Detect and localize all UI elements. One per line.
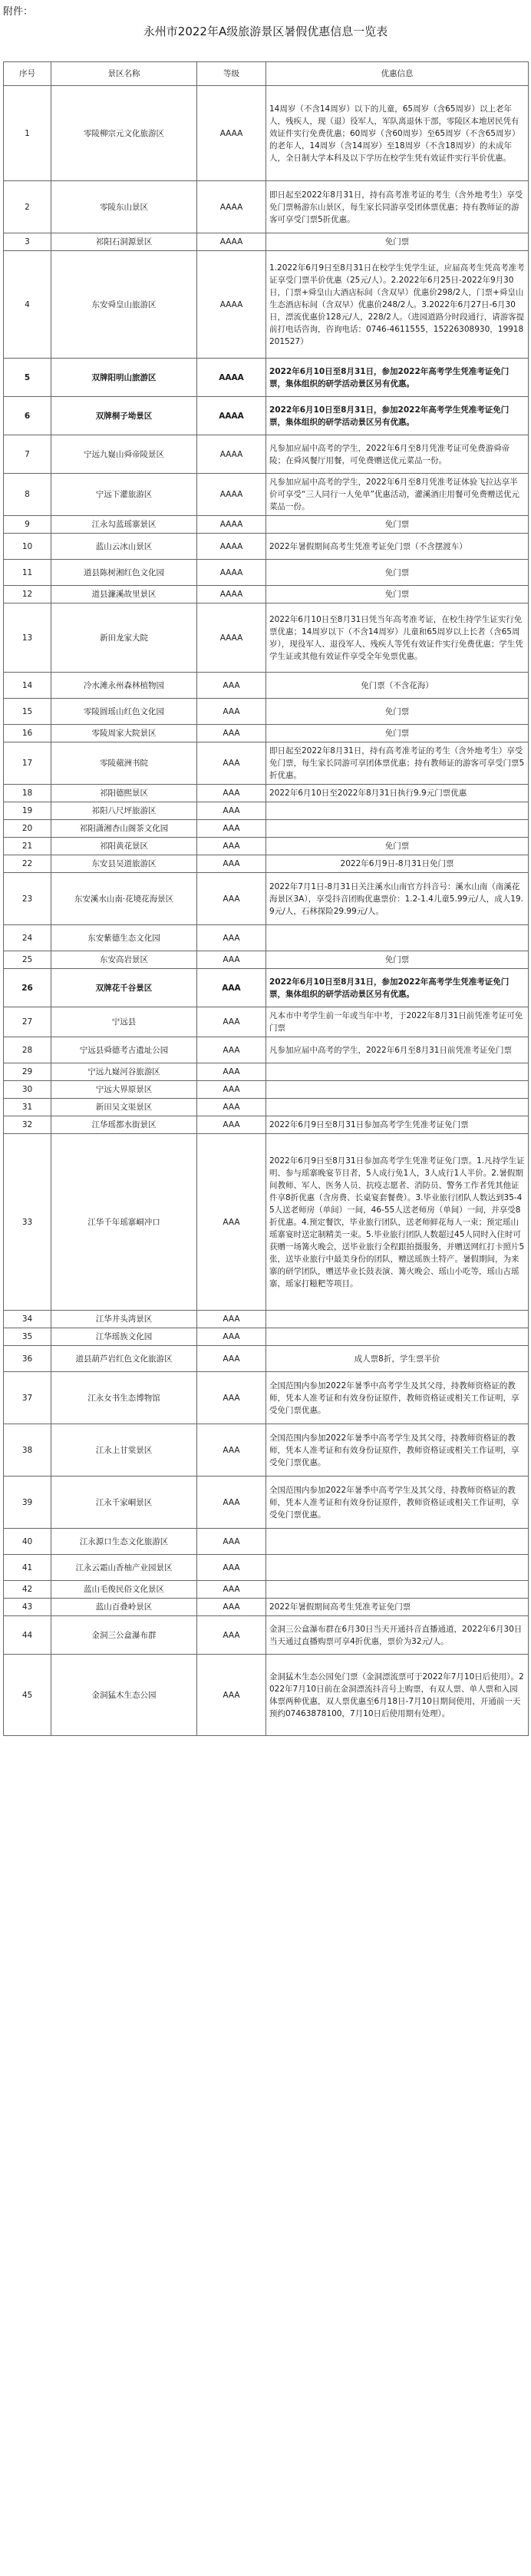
discount-info: 即日起至2022年8月31日，持有高考准考证的考生（含外地考生）享受免门票畅游东山景区，每生家长同游享受团体票优惠；持有教师证的游客可享受门票5折优惠。	[266, 181, 529, 233]
scenic-area-level: AAAA	[197, 474, 266, 516]
scenic-area-name: 冷水滩永州森林植物园	[51, 673, 197, 699]
header-level: 等级	[197, 62, 266, 86]
row-number: 30	[4, 1081, 51, 1099]
discount-info: 凡参加应届中高考的学生，2022年6月至8月凭准考证可免费游舜帝陵；在舜风餐厅用餐，可免费赠送优元菜品一份。	[266, 435, 529, 474]
row-number: 5	[4, 359, 51, 397]
row-number: 32	[4, 1116, 51, 1134]
table-row	[4, 1599, 529, 1616]
table-row	[4, 838, 529, 855]
scenic-area-name: 东安溪水山南·花境花海景区	[51, 873, 197, 925]
discount-info: 免门票	[266, 725, 529, 742]
discount-info	[266, 1328, 529, 1346]
table-row	[4, 586, 529, 603]
scenic-area-level: AAA	[197, 1037, 266, 1063]
discount-info: 1.2022年6月9日至8月31日在校学生凭学生证，应届高考生凭高考准考证享受门票半价优惠（25元/人）。2.2022年6月25日-2022年9月30日，门票+舜皇山大酒店标间（含双早）优惠价298/2人，门票+舜皇山生态酒店标间（含双早）优惠价248/2人。3.2022年6月27日-6月30日，漂流优惠价128元/人，228/2人。（进园道路分时段通行，请游客提前打电话咨询，咨询电话：0746-4611555，15226308930，19918201527）	[266, 251, 529, 359]
discount-info	[266, 820, 529, 838]
discount-info: 凡参加应届中高考的学生，2022年6月至8月凭准考证体验飞拉达享半价可享受“三人同行一人免单”优惠活动，灌溪酒庄用餐可免费赠送优元菜品一份。	[266, 474, 529, 516]
scenic-area-level: AAA	[197, 1424, 266, 1476]
scenic-area-level: AAA	[197, 699, 266, 725]
table-row	[4, 785, 529, 802]
discount-info: 免门票（不含花海）	[266, 673, 529, 699]
scenic-area-level: AAAA	[197, 397, 266, 435]
row-number: 9	[4, 516, 51, 534]
scenic-area-level: AAA	[197, 1372, 266, 1424]
table-row	[4, 951, 529, 969]
scenic-area-name: 东安紫德生态文化园	[51, 925, 197, 951]
table-row	[4, 233, 529, 251]
table-row	[4, 925, 529, 951]
scenic-area-name: 江华瑶族文化园	[51, 1328, 197, 1346]
row-number: 3	[4, 233, 51, 251]
discount-info: 全国范围内参加2022年暑季中高考学生及其父母，持教师资格证的教师，凭本人准考证和有效身份证原件，教师资格证或相关工作证明，享受免门票优惠。	[266, 1476, 529, 1529]
discount-info: 免门票	[266, 586, 529, 603]
discount-info: 2022年6月9日至8月31日参加高考学生凭准考证免门票。1.凡持学生证明、参与瑶寨晚宴节目者，5人成行免1人，3人成行1人半价。2.暑假期间教师、军人、医务人员、抗疫志愿者、消防员、警务工作者凭其他证件享8折优惠（含房费、长桌宴套餐费）。3.毕业旅行团队人数达到35-45人送老师房（单间）一间，46-55人送老师房（单间）一间，并享受8折优惠。4.预定餐饮，毕业旅行团队，送老师鲜花每人一束；预定瑶山瑶寨宴时送定制精美一束。5.毕业旅行团队人数超过45人同时入住时可获赠一场篝火晚会，送毕业旅行全程跟拍摄服务，并赠送网红打卡照片5张，送毕业旅行中最美身份的团队，赠送瑶族土特产。暑假期间，为来寨的研学团队，赠送毕业长鼓表演、篝火晚会、瑶山小吃等，瑶山古瑶寨，瑶家打糍粑等项目。	[266, 1134, 529, 1311]
scenic-area-level: AAA	[197, 1599, 266, 1616]
header-number: 序号	[4, 62, 51, 86]
row-number: 12	[4, 586, 51, 603]
row-number: 42	[4, 1581, 51, 1599]
discount-info	[266, 1099, 529, 1116]
scenic-area-level: AAA	[197, 951, 266, 969]
row-number: 4	[4, 251, 51, 359]
scenic-area-name: 江永千家峒景区	[51, 1476, 197, 1529]
discount-info: 免门票	[266, 699, 529, 725]
scenic-area-name: 江永勾蓝瑶寨景区	[51, 516, 197, 534]
discount-info: 免门票	[266, 560, 529, 586]
scenic-area-level: AAA	[197, 742, 266, 785]
scenic-area-name: 蓝山百叠岭景区	[51, 1599, 197, 1616]
discount-info: 2022年6月10日至2022年8月31日执行9.9元门票优惠	[266, 785, 529, 802]
scenic-area-level: AAA	[197, 1655, 266, 1736]
scenic-area-level: AAAA	[197, 251, 266, 359]
row-number: 10	[4, 534, 51, 560]
row-number: 26	[4, 969, 51, 1007]
row-number: 11	[4, 560, 51, 586]
scenic-area-name: 宁远九嶷山舜帝陵景区	[51, 435, 197, 474]
table-row	[4, 873, 529, 925]
table-row	[4, 820, 529, 838]
scenic-area-level: AAAA	[197, 516, 266, 534]
discount-info: 2022年6月9日至8月31日参加高考学生凭准考证免门票	[266, 1116, 529, 1134]
discount-info: 免门票	[266, 516, 529, 534]
row-number: 27	[4, 1007, 51, 1037]
discount-info	[266, 1081, 529, 1099]
scenic-area-level: AAAA	[197, 86, 266, 181]
row-number: 37	[4, 1372, 51, 1424]
table-row	[4, 1346, 529, 1372]
scenic-area-name: 宁远县舜德考古遗址公园	[51, 1037, 197, 1063]
scenic-area-level: AAAA	[197, 233, 266, 251]
table-row	[4, 725, 529, 742]
scenic-area-level: AAA	[197, 1081, 266, 1099]
table-row	[4, 1328, 529, 1346]
scenic-area-level: AAAA	[197, 586, 266, 603]
row-number: 35	[4, 1328, 51, 1346]
table-row	[4, 516, 529, 534]
discount-info: 2022年暑假期间高考生凭准考证免门票（不含摆渡车）	[266, 534, 529, 560]
scenic-area-level: AAAA	[197, 181, 266, 233]
table-row	[4, 251, 529, 359]
scenic-area-name: 新田吴文渠景区	[51, 1099, 197, 1116]
scenic-area-name: 道县濂溪故里景区	[51, 586, 197, 603]
scenic-area-name: 祁阳八尺坪旅游区	[51, 802, 197, 820]
table-row	[4, 1655, 529, 1736]
discount-info: 金洞猛木生态公园免门票（金洞漂流票可于2022年7月10日后使用）。2022年7月10日前在金洞漂流抖音号上购票，有双人票、单人票和入园体票两种优惠，双人票优惠至6月18日-7月10日期间使用，开通前一天预约07463878100，7月10日后使用期有处理）。	[266, 1655, 529, 1736]
scenic-area-level: AAA	[197, 1134, 266, 1311]
row-number: 16	[4, 725, 51, 742]
scenic-area-name: 江永源口生态文化旅游区	[51, 1529, 197, 1555]
row-number: 29	[4, 1063, 51, 1081]
table-body	[4, 86, 529, 1736]
scenic-area-name: 双牌阳明山旅游区	[51, 359, 197, 397]
row-number: 2	[4, 181, 51, 233]
discount-info: 14周岁（不含14周岁）以下的儿童，65周岁（含65周岁）以上老年人，残疾人，现（退）役军人，军队离退休干部，零陵区本地居民凭有效证件实行免费优惠；60周岁（含60周岁）至65周岁（不含65周岁）的老年人，14周岁（含14周岁）至18周岁（不含18周岁）的未成年人，全日制大学本科及以下学历在校学生凭有效证件实行半价优惠。	[266, 86, 529, 181]
scenic-area-name: 祁阳黄花景区	[51, 838, 197, 855]
discount-info: 金洞三公盒瀑布群在6月30日当天开通抖音直播通道，2022年6月30日当天通过直播购票可享4折优惠，票价为32元/人。	[266, 1616, 529, 1655]
scenic-area-level: AAA	[197, 673, 266, 699]
table-row	[4, 1555, 529, 1581]
table-row	[4, 86, 529, 181]
row-number: 21	[4, 838, 51, 855]
scenic-area-name: 宁远县	[51, 1007, 197, 1037]
scenic-area-name: 东安舜皇山旅游区	[51, 251, 197, 359]
document-title: 永州市2022年A级旅游景区暑假优惠信息一览表	[143, 25, 388, 38]
row-number: 8	[4, 474, 51, 516]
row-number: 39	[4, 1476, 51, 1529]
scenic-area-name: 金洞猛木生态公园	[51, 1655, 197, 1736]
row-number: 36	[4, 1346, 51, 1372]
discount-info: 2022年6月10日至8月31日，参加2022年高考学生凭准考证免门票，集体组织的研学活动景区另有优惠。	[266, 969, 529, 1007]
scenic-area-name: 零陵柳宗元文化旅游区	[51, 86, 197, 181]
scenic-area-name: 新田龙家大院	[51, 603, 197, 673]
scenic-area-name: 东安高岩景区	[51, 951, 197, 969]
scenic-area-name: 零陵东山景区	[51, 181, 197, 233]
row-number: 33	[4, 1134, 51, 1311]
table-row	[4, 1581, 529, 1599]
table-row	[4, 181, 529, 233]
scenic-area-name: 双牌花千谷景区	[51, 969, 197, 1007]
scenic-area-level: AAAA	[197, 603, 266, 673]
table-row	[4, 1616, 529, 1655]
discount-info: 免门票	[266, 233, 529, 251]
discount-info: 免门票	[266, 838, 529, 855]
scenic-area-level: AAA	[197, 1346, 266, 1372]
table-row	[4, 1529, 529, 1555]
discount-info: 2022年7月1日-8月31日关注溪水山南官方抖音号：溪水山南（南溪花海景区3A），享受抖音团购优惠票价：1.2-1.4儿童5.99元/人，成人19.9元/人，石林探险29.99元/人。	[266, 873, 529, 925]
discount-info: 2022年6月10日至8月31日凭当年高考准考证，在校生持学生证实行免票优惠；14周岁以下（不含14周岁）儿童和65周岁以上长者（含65周岁），现役军人、退役军人、残疾人等凭有效证件实行免费优惠；学生凭学生证或其他有效证件享受全年免票优惠。	[266, 603, 529, 673]
table-row	[4, 1311, 529, 1328]
scenic-area-level: AAA	[197, 1555, 266, 1581]
scenic-area-level: AAA	[197, 873, 266, 925]
scenic-area-level: AAA	[197, 1581, 266, 1599]
table-row	[4, 1134, 529, 1311]
scenic-area-level: AAA	[197, 1476, 266, 1529]
table-row	[4, 397, 529, 435]
discount-info	[266, 1529, 529, 1555]
table-header-row	[4, 62, 529, 86]
table-row	[4, 1063, 529, 1081]
discount-info: 2022年暑假期间高考生凭准考证免门票	[266, 1599, 529, 1616]
table-row	[4, 1007, 529, 1037]
row-number: 44	[4, 1616, 51, 1655]
scenic-area-level: AAA	[197, 855, 266, 873]
scenic-area-level: AAA	[197, 1616, 266, 1655]
row-number: 34	[4, 1311, 51, 1328]
discount-info: 成人票8折，学生票半价	[266, 1346, 529, 1372]
row-number: 45	[4, 1655, 51, 1736]
row-number: 7	[4, 435, 51, 474]
discount-info	[266, 802, 529, 820]
scenic-area-level: AAA	[197, 725, 266, 742]
table-row	[4, 474, 529, 516]
discount-info: 凡本市中考学生前一年或当年中考，于2022年8月31日前凭准考证可免门票	[266, 1007, 529, 1037]
header-scenic-name: 景区名称	[51, 62, 197, 86]
attachment-label: 附件：	[3, 6, 34, 18]
row-number: 25	[4, 951, 51, 969]
row-number: 15	[4, 699, 51, 725]
scenic-area-name: 零陵蘋洲书院	[51, 742, 197, 785]
discount-info	[266, 1063, 529, 1081]
row-number: 23	[4, 873, 51, 925]
scenic-area-level: AAA	[197, 820, 266, 838]
scenic-area-name: 东安县吴道旅游区	[51, 855, 197, 873]
scenic-area-name: 双牌桐子坳景区	[51, 397, 197, 435]
table-row	[4, 1476, 529, 1529]
table-row	[4, 742, 529, 785]
scenic-area-name: 祁阳潇湘杏山阁茶文化园	[51, 820, 197, 838]
table-row	[4, 534, 529, 560]
table-row	[4, 359, 529, 397]
row-number: 28	[4, 1037, 51, 1063]
scenic-area-name: 江永女书生态博物馆	[51, 1372, 197, 1424]
scenic-area-level: AAAA	[197, 359, 266, 397]
scenic-area-level: AAA	[197, 1116, 266, 1134]
row-number: 20	[4, 820, 51, 838]
scenic-area-name: 蓝山云冰山景区	[51, 534, 197, 560]
scenic-area-name: 道县陈树湘红色文化园	[51, 560, 197, 586]
discount-info	[266, 925, 529, 951]
table-row	[4, 969, 529, 1007]
scenic-area-name: 蓝山毛俊民俗文化景区	[51, 1581, 197, 1599]
scenic-area-level: AAA	[197, 969, 266, 1007]
discount-info	[266, 1311, 529, 1328]
discount-info: 2022年6月10日至8月31日，参加2022年高考学生凭准考证免门票，集体组织的研学活动景区另有优惠。	[266, 397, 529, 435]
scenic-area-name: 宁远下灌旅游区	[51, 474, 197, 516]
table-row	[4, 603, 529, 673]
scenic-area-level: AAA	[197, 802, 266, 820]
row-number: 1	[4, 86, 51, 181]
discount-info: 即日起至2022年8月31日，持有高考准考证的考生（含外地考生）享受免门票，每生家长同游可享团体票优惠；持有教师证的游客可享受门票5折优惠。	[266, 742, 529, 785]
table-row	[4, 1372, 529, 1424]
scenic-area-name: 祁阳石洞源景区	[51, 233, 197, 251]
table-row	[4, 855, 529, 873]
scenic-area-level: AAAA	[197, 560, 266, 586]
row-number: 17	[4, 742, 51, 785]
table-row	[4, 435, 529, 474]
scenic-area-name: 江永云霜山香柚产业园景区	[51, 1555, 197, 1581]
row-number: 14	[4, 673, 51, 699]
table-row	[4, 699, 529, 725]
scenic-area-level: AAAA	[197, 534, 266, 560]
table-row	[4, 1424, 529, 1476]
table-row	[4, 673, 529, 699]
discount-info: 全国范围内参加2022年暑季中高考学生及其父母，持教师资格证的教师，凭本人准考证和有效身份证原件，教师资格证或相关工作证明，享受免门票优惠。	[266, 1372, 529, 1424]
scenic-area-name: 江华瑶都水街景区	[51, 1116, 197, 1134]
scenic-area-level: AAA	[197, 1007, 266, 1037]
table-row	[4, 802, 529, 820]
discount-info	[266, 1555, 529, 1581]
table-row	[4, 1037, 529, 1063]
scenic-area-level: AAA	[197, 1328, 266, 1346]
discount-info	[266, 1581, 529, 1599]
scenic-area-level: AAA	[197, 925, 266, 951]
discount-info: 2022年6月9日-8月31日免门票	[266, 855, 529, 873]
row-number: 19	[4, 802, 51, 820]
scenic-area-level: AAA	[197, 1099, 266, 1116]
row-number: 18	[4, 785, 51, 802]
scenic-area-level: AAA	[197, 785, 266, 802]
table-row	[4, 560, 529, 586]
scenic-area-name: 江华井头湾景区	[51, 1311, 197, 1328]
header-discount-info: 优惠信息	[266, 62, 529, 86]
row-number: 43	[4, 1599, 51, 1616]
scenic-area-name: 宁远九嶷河谷旅游区	[51, 1063, 197, 1081]
discount-table	[3, 61, 529, 1736]
row-number: 41	[4, 1555, 51, 1581]
scenic-area-name: 江华千年瑶寨峒冲口	[51, 1134, 197, 1311]
row-number: 38	[4, 1424, 51, 1476]
discount-info: 2022年6月10日至8月31日，参加2022年高考学生凭准考证免门票，集体组织的研学活动景区另有优惠。	[266, 359, 529, 397]
table-row	[4, 1099, 529, 1116]
row-number: 22	[4, 855, 51, 873]
scenic-area-name: 零陵周家大院景区	[51, 725, 197, 742]
discount-info: 全国范围内参加2022年暑季中高考学生及其父母，持教师资格证的教师，凭本人准考证和有效身份证原件，教师资格证或相关工作证明，享受免门票优惠。	[266, 1424, 529, 1476]
row-number: 40	[4, 1529, 51, 1555]
scenic-area-level: AAA	[197, 1529, 266, 1555]
scenic-area-level: AAA	[197, 1063, 266, 1081]
table-row	[4, 1116, 529, 1134]
scenic-area-level: AAAA	[197, 435, 266, 474]
table-row	[4, 1081, 529, 1099]
scenic-area-name: 江永上甘棠景区	[51, 1424, 197, 1476]
scenic-area-name: 祁阳德熙景区	[51, 785, 197, 802]
scenic-area-name: 金洞三公盒瀑布群	[51, 1616, 197, 1655]
discount-info: 免门票	[266, 951, 529, 969]
row-number: 24	[4, 925, 51, 951]
scenic-area-name: 道县葫芦岩红色文化旅游区	[51, 1346, 197, 1372]
row-number: 6	[4, 397, 51, 435]
scenic-area-level: AAA	[197, 838, 266, 855]
discount-info: 凡参加应届中高考的学生，2022年6月至8月31日前凭准考证免门票	[266, 1037, 529, 1063]
scenic-area-level: AAA	[197, 1311, 266, 1328]
row-number: 13	[4, 603, 51, 673]
row-number: 31	[4, 1099, 51, 1116]
scenic-area-name: 宁远大界原景区	[51, 1081, 197, 1099]
scenic-area-name: 零陵圆瑶山红色文化园	[51, 699, 197, 725]
